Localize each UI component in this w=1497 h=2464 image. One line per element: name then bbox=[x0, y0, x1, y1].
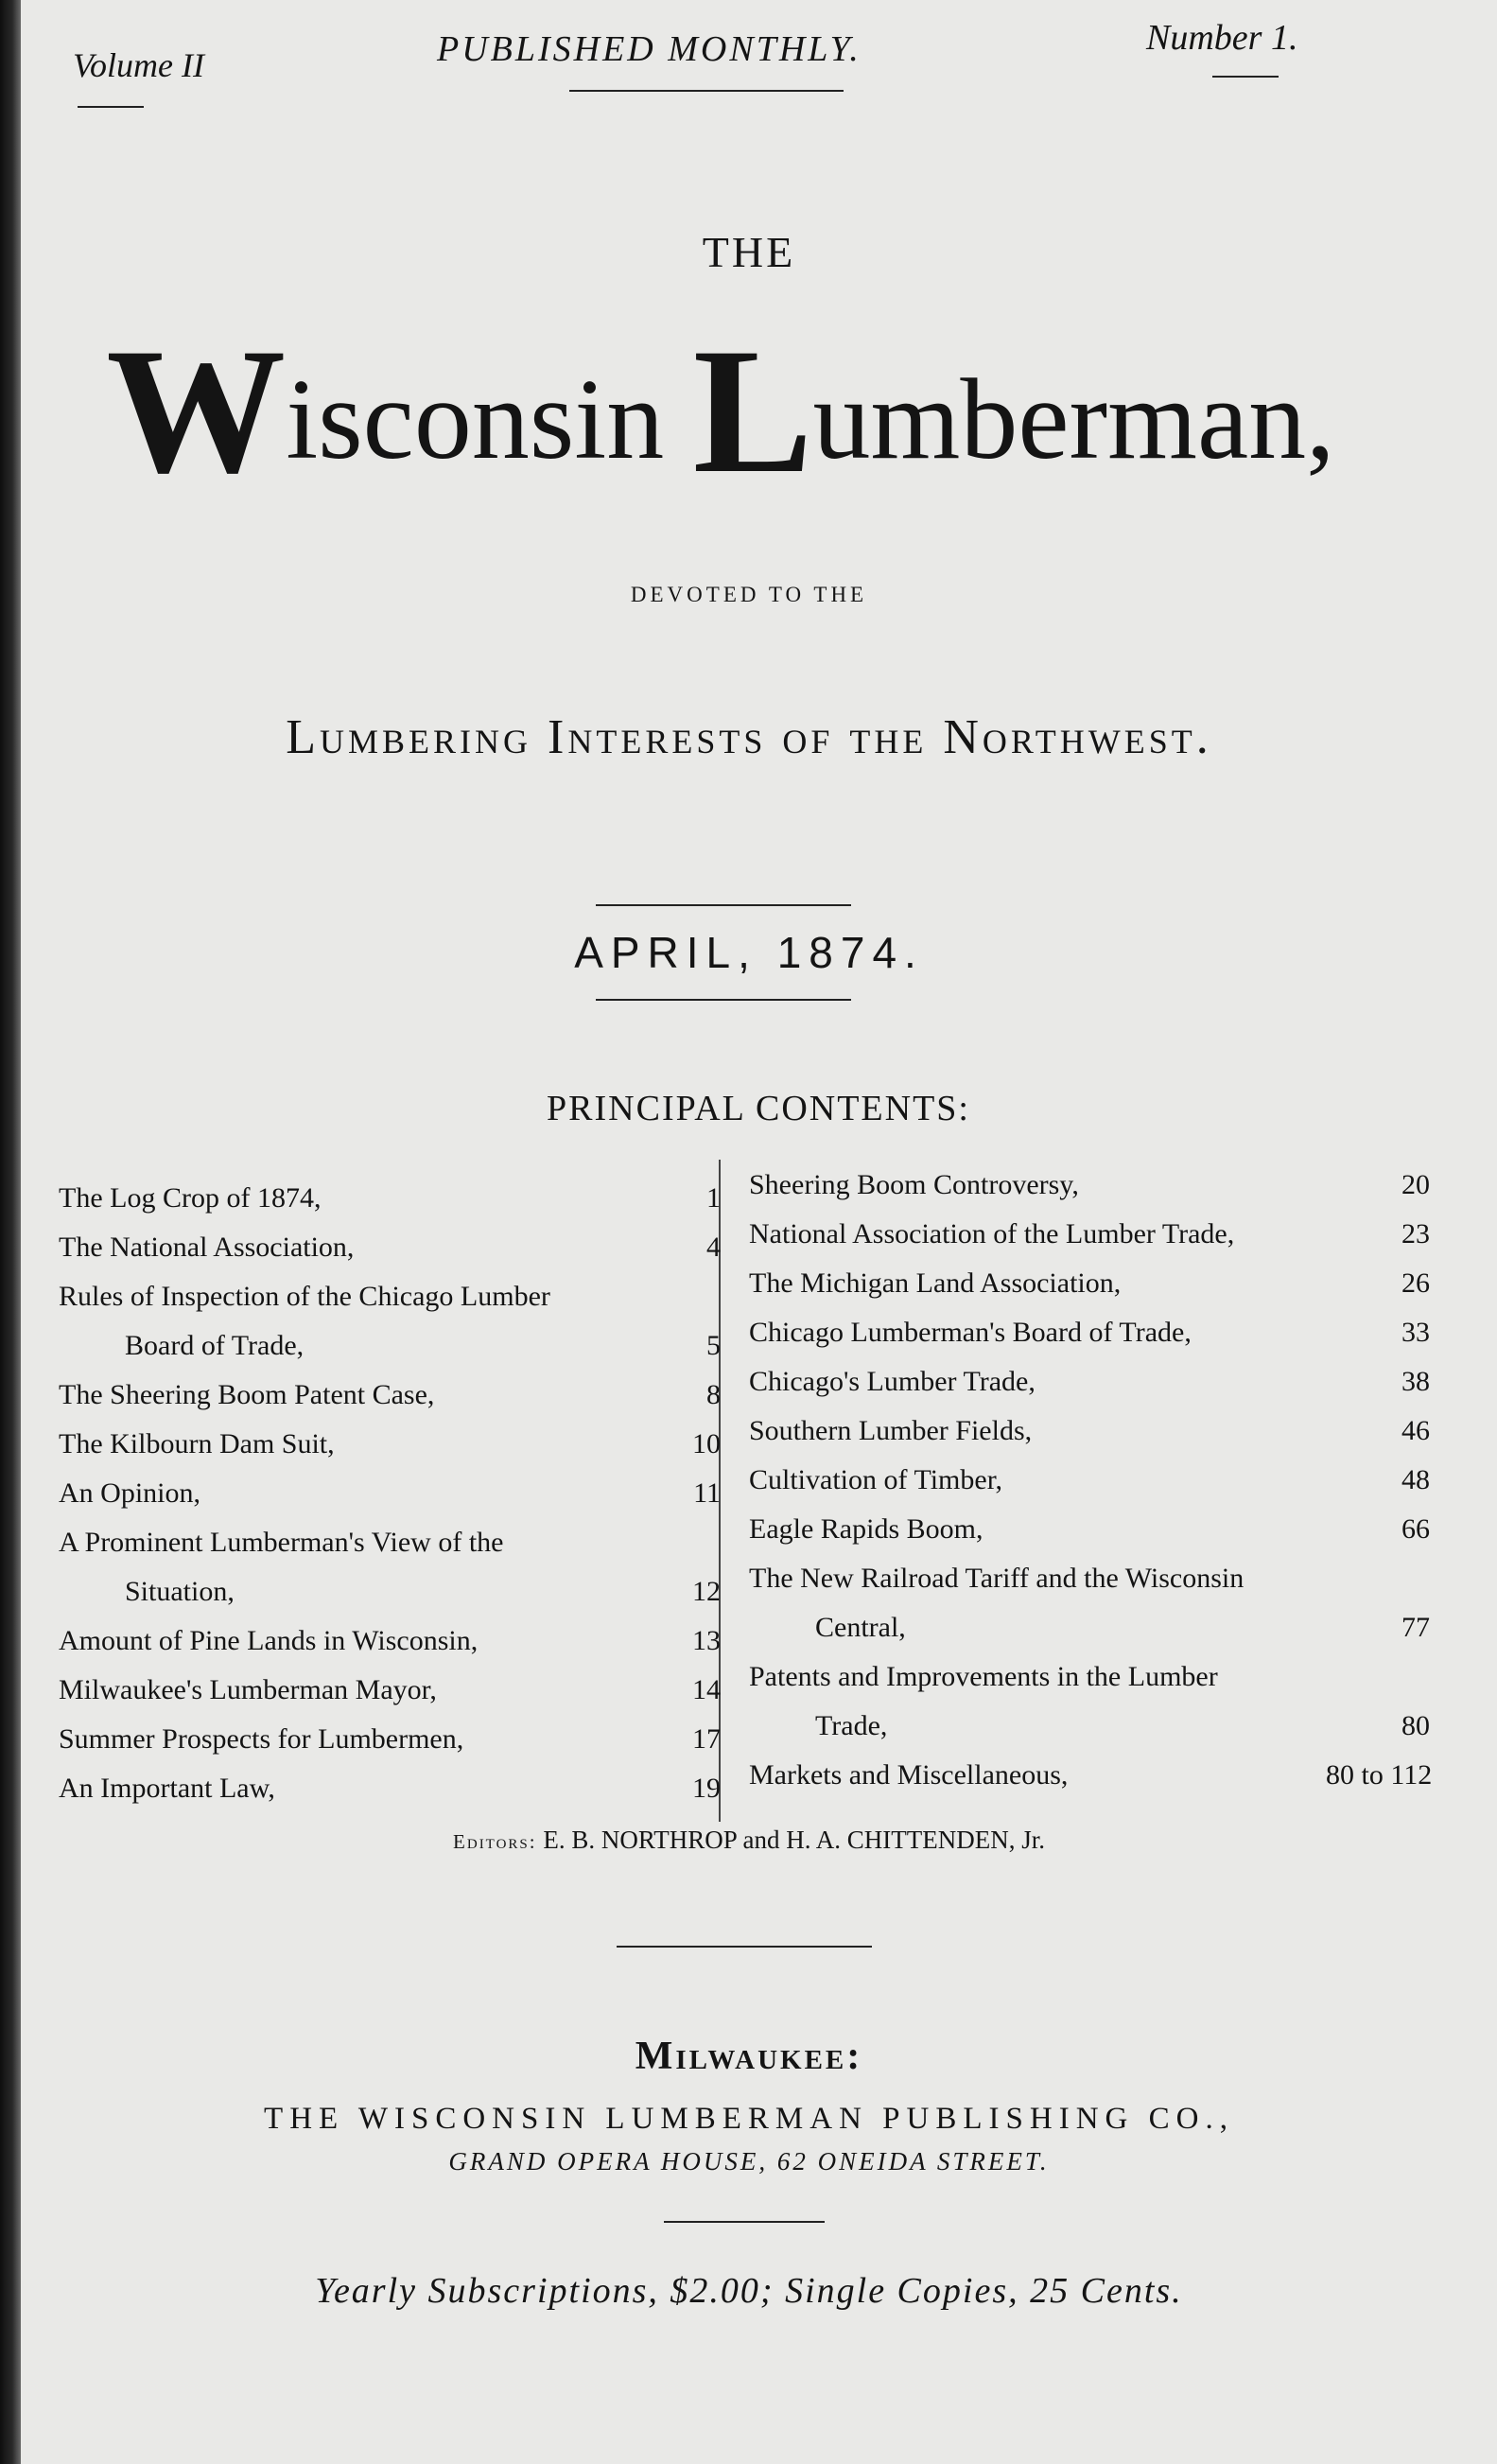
imprint-address: GRAND OPERA HOUSE, 62 ONEIDA STREET. bbox=[448, 2147, 1050, 2176]
contents-entry-page: 38 bbox=[1401, 1366, 1430, 1397]
contents-entry bbox=[749, 1759, 1433, 1791]
contents-entry-page: 12 bbox=[692, 1576, 721, 1607]
contents-entry-page: 77 bbox=[1401, 1612, 1430, 1643]
contents-entry-page: 19 bbox=[692, 1773, 721, 1804]
contents-entry bbox=[59, 1182, 721, 1215]
contents-entry-title: Chicago's Lumber Trade, bbox=[749, 1366, 1036, 1397]
contents-entry bbox=[59, 1477, 721, 1510]
imprint-publisher: THE WISCONSIN LUMBERMAN PUBLISHING CO., bbox=[264, 2102, 1234, 2136]
contents-entry-title: The Sheering Boom Patent Case, bbox=[59, 1379, 435, 1410]
contents-entry bbox=[749, 1661, 1430, 1693]
number-underline bbox=[1212, 76, 1279, 78]
devoted-line: DEVOTED TO THE bbox=[630, 583, 868, 606]
contents-entry bbox=[749, 1415, 1430, 1447]
title-initial-w: W bbox=[106, 312, 287, 511]
contents-right-column bbox=[749, 1169, 1433, 1812]
contents-entry bbox=[59, 1527, 721, 1559]
contents-entry bbox=[749, 1563, 1430, 1595]
contents-entry-title: Summer Prospects for Lumbermen, bbox=[59, 1723, 464, 1755]
contents-entry-title: An Important Law, bbox=[59, 1773, 275, 1804]
contents-entry-page: 48 bbox=[1401, 1464, 1430, 1495]
contents-entry-title: The New Railroad Tariff and the Wisconsin bbox=[749, 1563, 1245, 1594]
contents-entry bbox=[59, 1625, 721, 1657]
contents-entry-title: The Kilbourn Dam Suit, bbox=[59, 1428, 335, 1459]
contents-entry-title: Eagle Rapids Boom, bbox=[749, 1513, 983, 1545]
contents-entry bbox=[749, 1710, 1430, 1742]
date-rule-top bbox=[596, 904, 851, 906]
contents-entry bbox=[749, 1169, 1430, 1201]
date-rule-bottom bbox=[596, 999, 851, 1001]
contents-entry-title: Situation, bbox=[125, 1576, 235, 1607]
contents-entry bbox=[749, 1612, 1430, 1644]
contents-entry-title: Chicago Lumberman's Board of Trade, bbox=[749, 1317, 1192, 1348]
contents-entry bbox=[749, 1366, 1430, 1398]
contents-entry bbox=[59, 1281, 721, 1313]
contents-entry-page: 1 bbox=[706, 1182, 721, 1214]
subscription-terms: Yearly Subscriptions, $2.00; Single Copies, 25 Cents. bbox=[315, 2271, 1183, 2311]
contents-entry bbox=[749, 1464, 1430, 1496]
magazine-cover-page bbox=[21, 0, 1497, 2464]
contents-entry-page: 4 bbox=[706, 1232, 721, 1263]
contents-entry-title: Amount of Pine Lands in Wisconsin, bbox=[59, 1625, 479, 1656]
contents-entry-title: The National Association, bbox=[59, 1232, 355, 1263]
contents-entry bbox=[749, 1267, 1430, 1300]
contents-entry-title: Southern Lumber Fields, bbox=[749, 1415, 1033, 1446]
contents-entry-title: Cultivation of Timber, bbox=[749, 1464, 1002, 1495]
contents-entry-title: An Opinion, bbox=[59, 1477, 200, 1509]
contents-entry-page: 80 to 112 bbox=[1326, 1759, 1433, 1791]
contents-entry-page: 11 bbox=[693, 1477, 721, 1509]
contents-entry-title: The Log Crop of 1874, bbox=[59, 1182, 322, 1214]
contents-entry-page: 14 bbox=[692, 1674, 721, 1705]
contents-entry-page: 17 bbox=[692, 1723, 721, 1755]
contents-left-column bbox=[59, 1182, 721, 1826]
imprint-city: Milwaukee: bbox=[635, 2035, 863, 2078]
issue-number-label: Number 1. bbox=[1146, 18, 1298, 58]
contents-entry-page: 26 bbox=[1401, 1267, 1430, 1299]
masthead-title bbox=[21, 312, 1420, 511]
editors-names: E. B. NORTHROP and H. A. CHITTENDEN, Jr. bbox=[543, 1826, 1045, 1854]
contents-entry bbox=[59, 1723, 721, 1756]
frequency-label: PUBLISHED MONTHLY. bbox=[437, 29, 862, 69]
contents-entry bbox=[749, 1317, 1430, 1349]
imprint-rule-bottom bbox=[664, 2221, 825, 2223]
contents-entry-page: 23 bbox=[1401, 1218, 1430, 1249]
volume-label: Volume II bbox=[73, 46, 204, 84]
contents-entry-title: Trade, bbox=[815, 1710, 888, 1741]
contents-entry-title: The Michigan Land Association, bbox=[749, 1267, 1122, 1299]
contents-entry-title: Milwaukee's Lumberman Mayor, bbox=[59, 1674, 437, 1705]
contents-entry bbox=[749, 1218, 1430, 1250]
contents-entry-page bbox=[1326, 1661, 1430, 1693]
contents-entry-page: 10 bbox=[692, 1428, 721, 1459]
editors-label: Editors: bbox=[453, 1830, 537, 1853]
contents-entry-title: Markets and Miscellaneous, bbox=[749, 1759, 1069, 1791]
contents-entry bbox=[59, 1674, 721, 1706]
editors-line bbox=[21, 1826, 1477, 1855]
contents-entry bbox=[59, 1576, 721, 1608]
contents-entry-page: 66 bbox=[1401, 1513, 1430, 1545]
contents-entry-page: 13 bbox=[692, 1625, 721, 1656]
contents-entry-title: Patents and Improvements in the Lumber bbox=[749, 1661, 1218, 1692]
contents-entry-page: 20 bbox=[1401, 1169, 1430, 1200]
contents-entry bbox=[749, 1513, 1430, 1546]
contents-entry bbox=[59, 1330, 721, 1362]
contents-entry-page bbox=[617, 1527, 721, 1559]
interests-line: Lumbering Interests of the Northwest. bbox=[286, 710, 1212, 764]
contents-entry-title: Board of Trade, bbox=[125, 1330, 305, 1361]
title-part-2: umberman, bbox=[812, 356, 1335, 483]
contents-entry-page: 8 bbox=[706, 1379, 721, 1410]
contents-entry-title: Central, bbox=[815, 1612, 906, 1643]
title-part-1: isconsin bbox=[286, 356, 665, 483]
contents-entry-page: 33 bbox=[1401, 1317, 1430, 1348]
contents-entry-page bbox=[617, 1281, 721, 1313]
contents-entry-page: 5 bbox=[706, 1330, 721, 1361]
contents-entry-title: A Prominent Lumberman's View of the bbox=[59, 1527, 504, 1558]
contents-entry-page: 46 bbox=[1401, 1415, 1430, 1446]
contents-entry bbox=[59, 1428, 721, 1460]
contents-entry bbox=[59, 1232, 721, 1264]
masthead-article: THE bbox=[702, 228, 796, 276]
title-initial-l: L bbox=[692, 312, 813, 511]
contents-entry-page bbox=[1326, 1563, 1430, 1595]
contents-entry-page: 80 bbox=[1401, 1710, 1430, 1741]
imprint-rule-top bbox=[617, 1946, 872, 1948]
issue-date: APRIL, 1874. bbox=[574, 928, 924, 977]
volume-underline bbox=[78, 106, 144, 108]
book-spine-edge bbox=[0, 0, 21, 2464]
contents-entry-title: Sheering Boom Controversy, bbox=[749, 1169, 1079, 1200]
contents-entry-title: National Association of the Lumber Trade, bbox=[749, 1218, 1235, 1249]
contents-entry bbox=[59, 1773, 721, 1805]
contents-heading: PRINCIPAL CONTENTS: bbox=[547, 1089, 970, 1128]
frequency-underline bbox=[569, 90, 844, 92]
contents-entry bbox=[59, 1379, 721, 1411]
contents-entry-title: Rules of Inspection of the Chicago Lumber bbox=[59, 1281, 550, 1312]
